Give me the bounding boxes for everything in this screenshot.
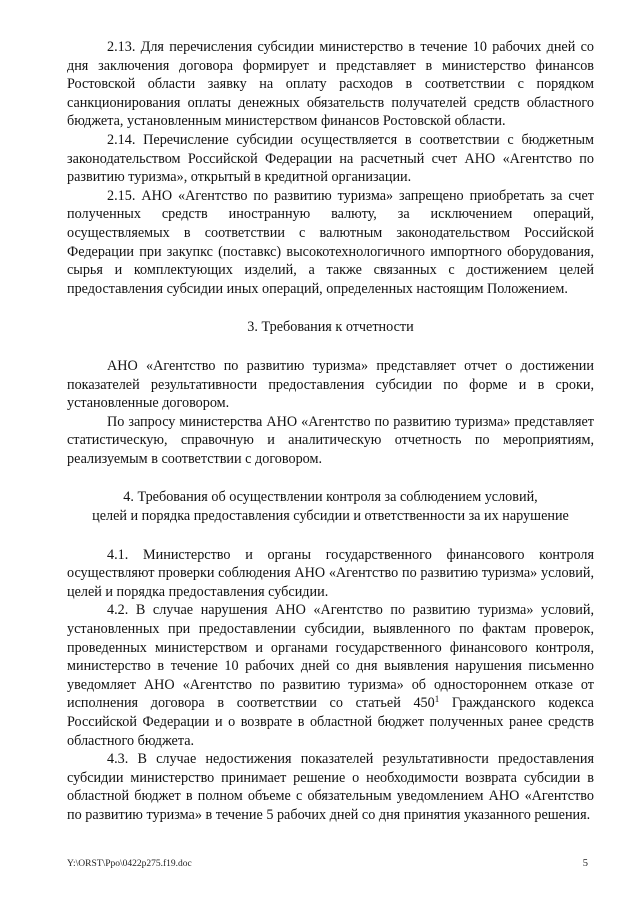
section-3-heading: 3. Требования к отчетности xyxy=(247,319,414,336)
paragraph-2-15: 2.15. АНО «Агентство по развитию туризма» запрещено приобретать за счет полученных средств иностранную валюту, за исключением операций, осуществляемых в соответствии с валютным законодательством Российской Федерации при закупкс (поставкс) высокотехнологичного импортного оборудования, сырья и комплектующих изделий, а также связанных с достижением целей предоставления субсидии иных операций, определенных настоящим Положением. xyxy=(67,187,594,297)
page-number: 5 xyxy=(582,858,588,869)
paragraph-4-2-text: 4.2. В случае нарушения АНО «Агентство по развитию туризма» условий, установленных при предоставлении субсидии, выявленного по фактам проверок, проведенных министерством и органами государственного финансового контроля, министерство в течение 10 рабочих дней со дня выявления нарушения письменно уведомляет АНО «Агентство по развитию туризма» об одностороннем отказе от исполнения договора в соответствии со статьей 450 xyxy=(67,602,594,712)
paragraph-3-2: По запросу министерства АНО «Агентство по развитию туризма» представляет статистическую, справочную и аналитическую отчетность по мероприятиям, реализуемым в соответствии с договором. xyxy=(67,413,594,467)
paragraph-4-1: 4.1. Министерство и органы государственного финансового контроля осуществляют проверки соблюдения АНО «Агентство по развитию туризма» условий, целей и порядка предоставления субсидии. xyxy=(67,546,594,600)
paragraph-2-13: 2.13. Для перечисления субсидии министерство в течение 10 рабочих дней со дня заключения договора формирует и представляет в министерство финансов Ростовской области заявку на оплату расходов в соответствии с порядком санкционирования оплаты денежных обязательств получателей средств областного бюджета, установленным министерством финансов Ростовской области. xyxy=(67,39,594,130)
article-superscript: 1 xyxy=(434,694,440,705)
document-body xyxy=(67,38,594,825)
section-4-heading-line-2: целей и порядка предоставления субсидии и ответственности за их нарушение xyxy=(92,508,569,525)
paragraph-4-2 xyxy=(67,601,594,750)
paragraph-4-2-text-end: Гражданского кодекса Российской Федерации и о возврате в областной бюджет полученных ранее средств областного бюджета. xyxy=(67,695,594,749)
file-path: Y:\ORST\Ppo\0422p275.f19.doc xyxy=(67,859,192,869)
section-4-heading xyxy=(67,488,594,525)
paragraph-2-14: 2.14. Перечисление субсидии осуществляется в соответствии с бюджетным законодательством Российской Федерации на расчетный счет АНО «Агентство по развитию туризма», открытый в кредитной организации. xyxy=(67,131,594,186)
paragraph-3-1: АНО «Агентство по развитию туризма» представляет отчет о достижении показателей результативности предоставления субсидии по форме и в сроки, установленные договором. xyxy=(67,357,594,412)
section-4-heading-line-1: 4. Требования об осуществлении контроля за соблюдением условий, xyxy=(123,489,538,506)
paragraph-4-3: 4.3. В случае недостижения показателей результативности предоставления субсидии министерство принимает решение о необходимости возврата субсидии в областной бюджет в полном объеме с обязательным уведомлением АНО «Агентство по развитию туризма» в течение 5 рабочих дней со дня принятия указанного решения. xyxy=(67,751,594,823)
